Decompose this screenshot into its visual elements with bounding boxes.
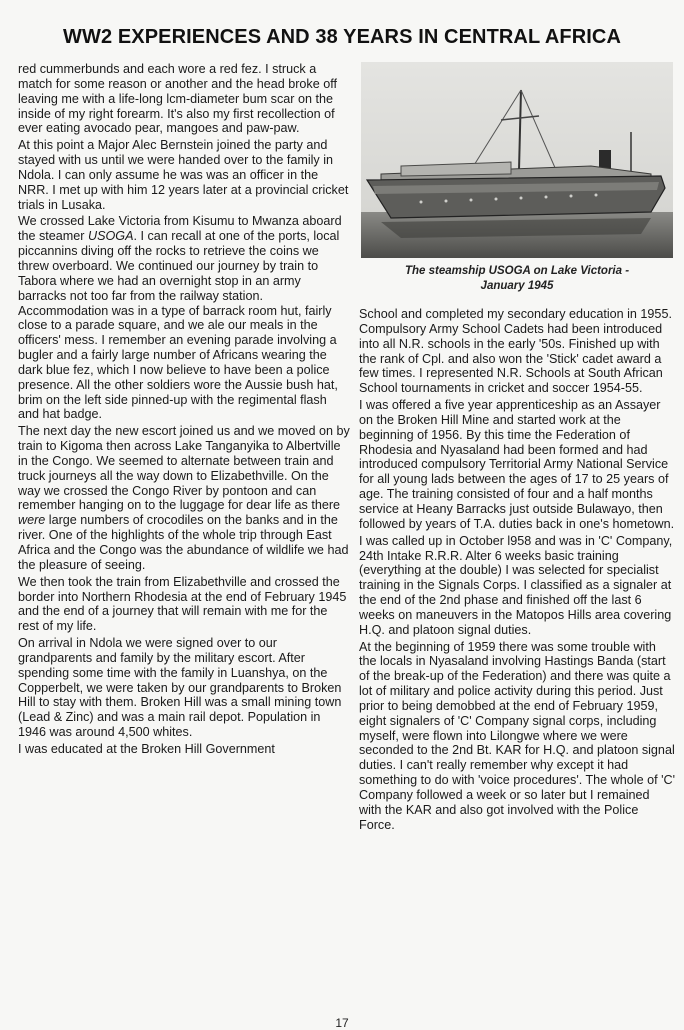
paragraph: At this point a Major Alec Bernstein joined the party and stayed with us until we were handed over to the family in Ndola. I can only assume he was was an officer in the NRR. I met up with him 12 years later at a provincial cricket trials in Lusaka. bbox=[18, 138, 349, 212]
paragraph: I was offered a five year apprenticeship as an Assayer on the Broken Hill Mine and started work at the beginning of 1956. By this time the Federation of Rhodesia and Nyasaland had been formed and had introduced compulsory Territorial Army National Service for all young lads between the ages of 17 to 25 years of age. The training consisted of four and a half months service at Heany Barracks just outside Bulawayo, then followed by years of T.A. duties back in one's hometown. bbox=[359, 398, 675, 531]
left-column bbox=[18, 62, 350, 759]
caption-line: January 1945 bbox=[480, 280, 554, 292]
paragraph-text: large numbers of crocodiles on the banks and in the river. One of the highlights of the whole trip through East Africa and the Congo was the abundance of wildlife we had the pleasure of seeing. bbox=[18, 513, 349, 572]
page-title: WW2 EXPERIENCES AND 38 YEARS IN CENTRAL AFRICA bbox=[62, 26, 621, 48]
paragraph bbox=[18, 214, 350, 422]
paragraph-text: The next day the new escort joined us and we moved on by train to Kigoma then across Lake Tanganyika to Albertville in the Congo. We seemed to alternate between train and truck journeys all the way down to Elizabethville. On the way we crossed the Congo River by pontoon and can remember hanging on to the luggage for dear life as there bbox=[18, 424, 350, 513]
paragraph: On arrival in Ndola we were signed over to our grandparents and family by the military escort. After spending some time with the family in Luanshya, on the Copperbelt, we were taken by our grandparents to Broken Hill to stay with them. Broken Hill was a small mining town (Lead & Zinc) and was a main rail depot. Population in 1946 was around 4,500 whites. bbox=[18, 636, 342, 740]
right-column bbox=[359, 307, 675, 835]
paragraph: I was called up in October l958 and was in 'C' Company, 24th Intake R.R.R. Alter 6 weeks basic training (everything at the double) I was selected for specialist training in the Signals Corps. I classified as a signaler at the end of the 2nd phase and finished off the last 6 weeks on maneuvers in the Matopos Hills area covering H.Q. and platoon signal duties. bbox=[359, 533, 673, 637]
paragraph-text: . I can recall at one of the ports, local piccannins diving off the rocks to retrieve the coins we threw overboard. We continued our journey by train to Tabora where we had an overnight stop in an army barracks not too far from the railway station. Accommodation was in a type of barrack room hut, fairly close to a parade square, and we ale our meals in the officers' mess. I remember an evening parade involving a bugler and a fairly large number of Africans wearing the dark blue fez, which I now believe to have been a police presence. All the other soldiers wore the Aussie bush hat, brim on the left side pinned-up with the regimental flash and hat badge. bbox=[18, 229, 340, 422]
caption-line: The steamship USOGA on Lake Victoria - bbox=[404, 265, 630, 277]
paragraph: I was educated at the Broken Hill Government bbox=[18, 741, 275, 756]
ship-name: USOGA bbox=[88, 229, 134, 244]
paragraph bbox=[18, 424, 350, 572]
photo-caption bbox=[361, 264, 673, 294]
page-number: 17 bbox=[335, 1016, 349, 1030]
paragraph: At the beginning of 1959 there was some trouble with the locals in Nyasaland involving Hastings Banda (start of the break-up of the Federation) and there was quite a lot of military and police activity during this period. Just prior to being demobbed at the end of February 1959, eight signalers of 'C' Company signal corps, including myself, were flown into Lilongwe where we were seconded to the 2nd Bt. KAR for H.Q. and platoon signal duties. I can't really remember why except it had something to do with 'voice procedures'. The whole of 'C' Company followed a week or so later but I remained with the KAR and also got involved with the Police Force. bbox=[359, 639, 675, 832]
steamship-photo bbox=[361, 62, 673, 258]
paragraph: School and completed my secondary education in 1955. Compulsory Army School Cadets had been introduced into all N.R. schools in the early '50s. Finished up with the rank of Cpl. and also won the 'Stick' cadet award a few times. I represented N.R. Schools at South African School tournaments in cricket and soccer 1954-55. bbox=[359, 307, 672, 396]
paragraph: We then took the train from Elizabethville and crossed the border into Northern Rhodesia at the end of February 1945 and the end of a journey that will remain with me for the rest of my life. bbox=[18, 574, 347, 634]
emphasis: were bbox=[18, 513, 46, 528]
paragraph: red cummerbunds and each wore a red fez. I struck a match for some reason or another and the head broke off leaving me with a life-long lcm-diameter bum scar on the inside of my right forearm. It's also my first recollection of ever eating avocado pear, mangoes and paw-paw. bbox=[18, 62, 338, 136]
paragraph-text: We crossed Lake Victoria from Kisumu to Mwanza aboard the steamer bbox=[18, 214, 342, 244]
